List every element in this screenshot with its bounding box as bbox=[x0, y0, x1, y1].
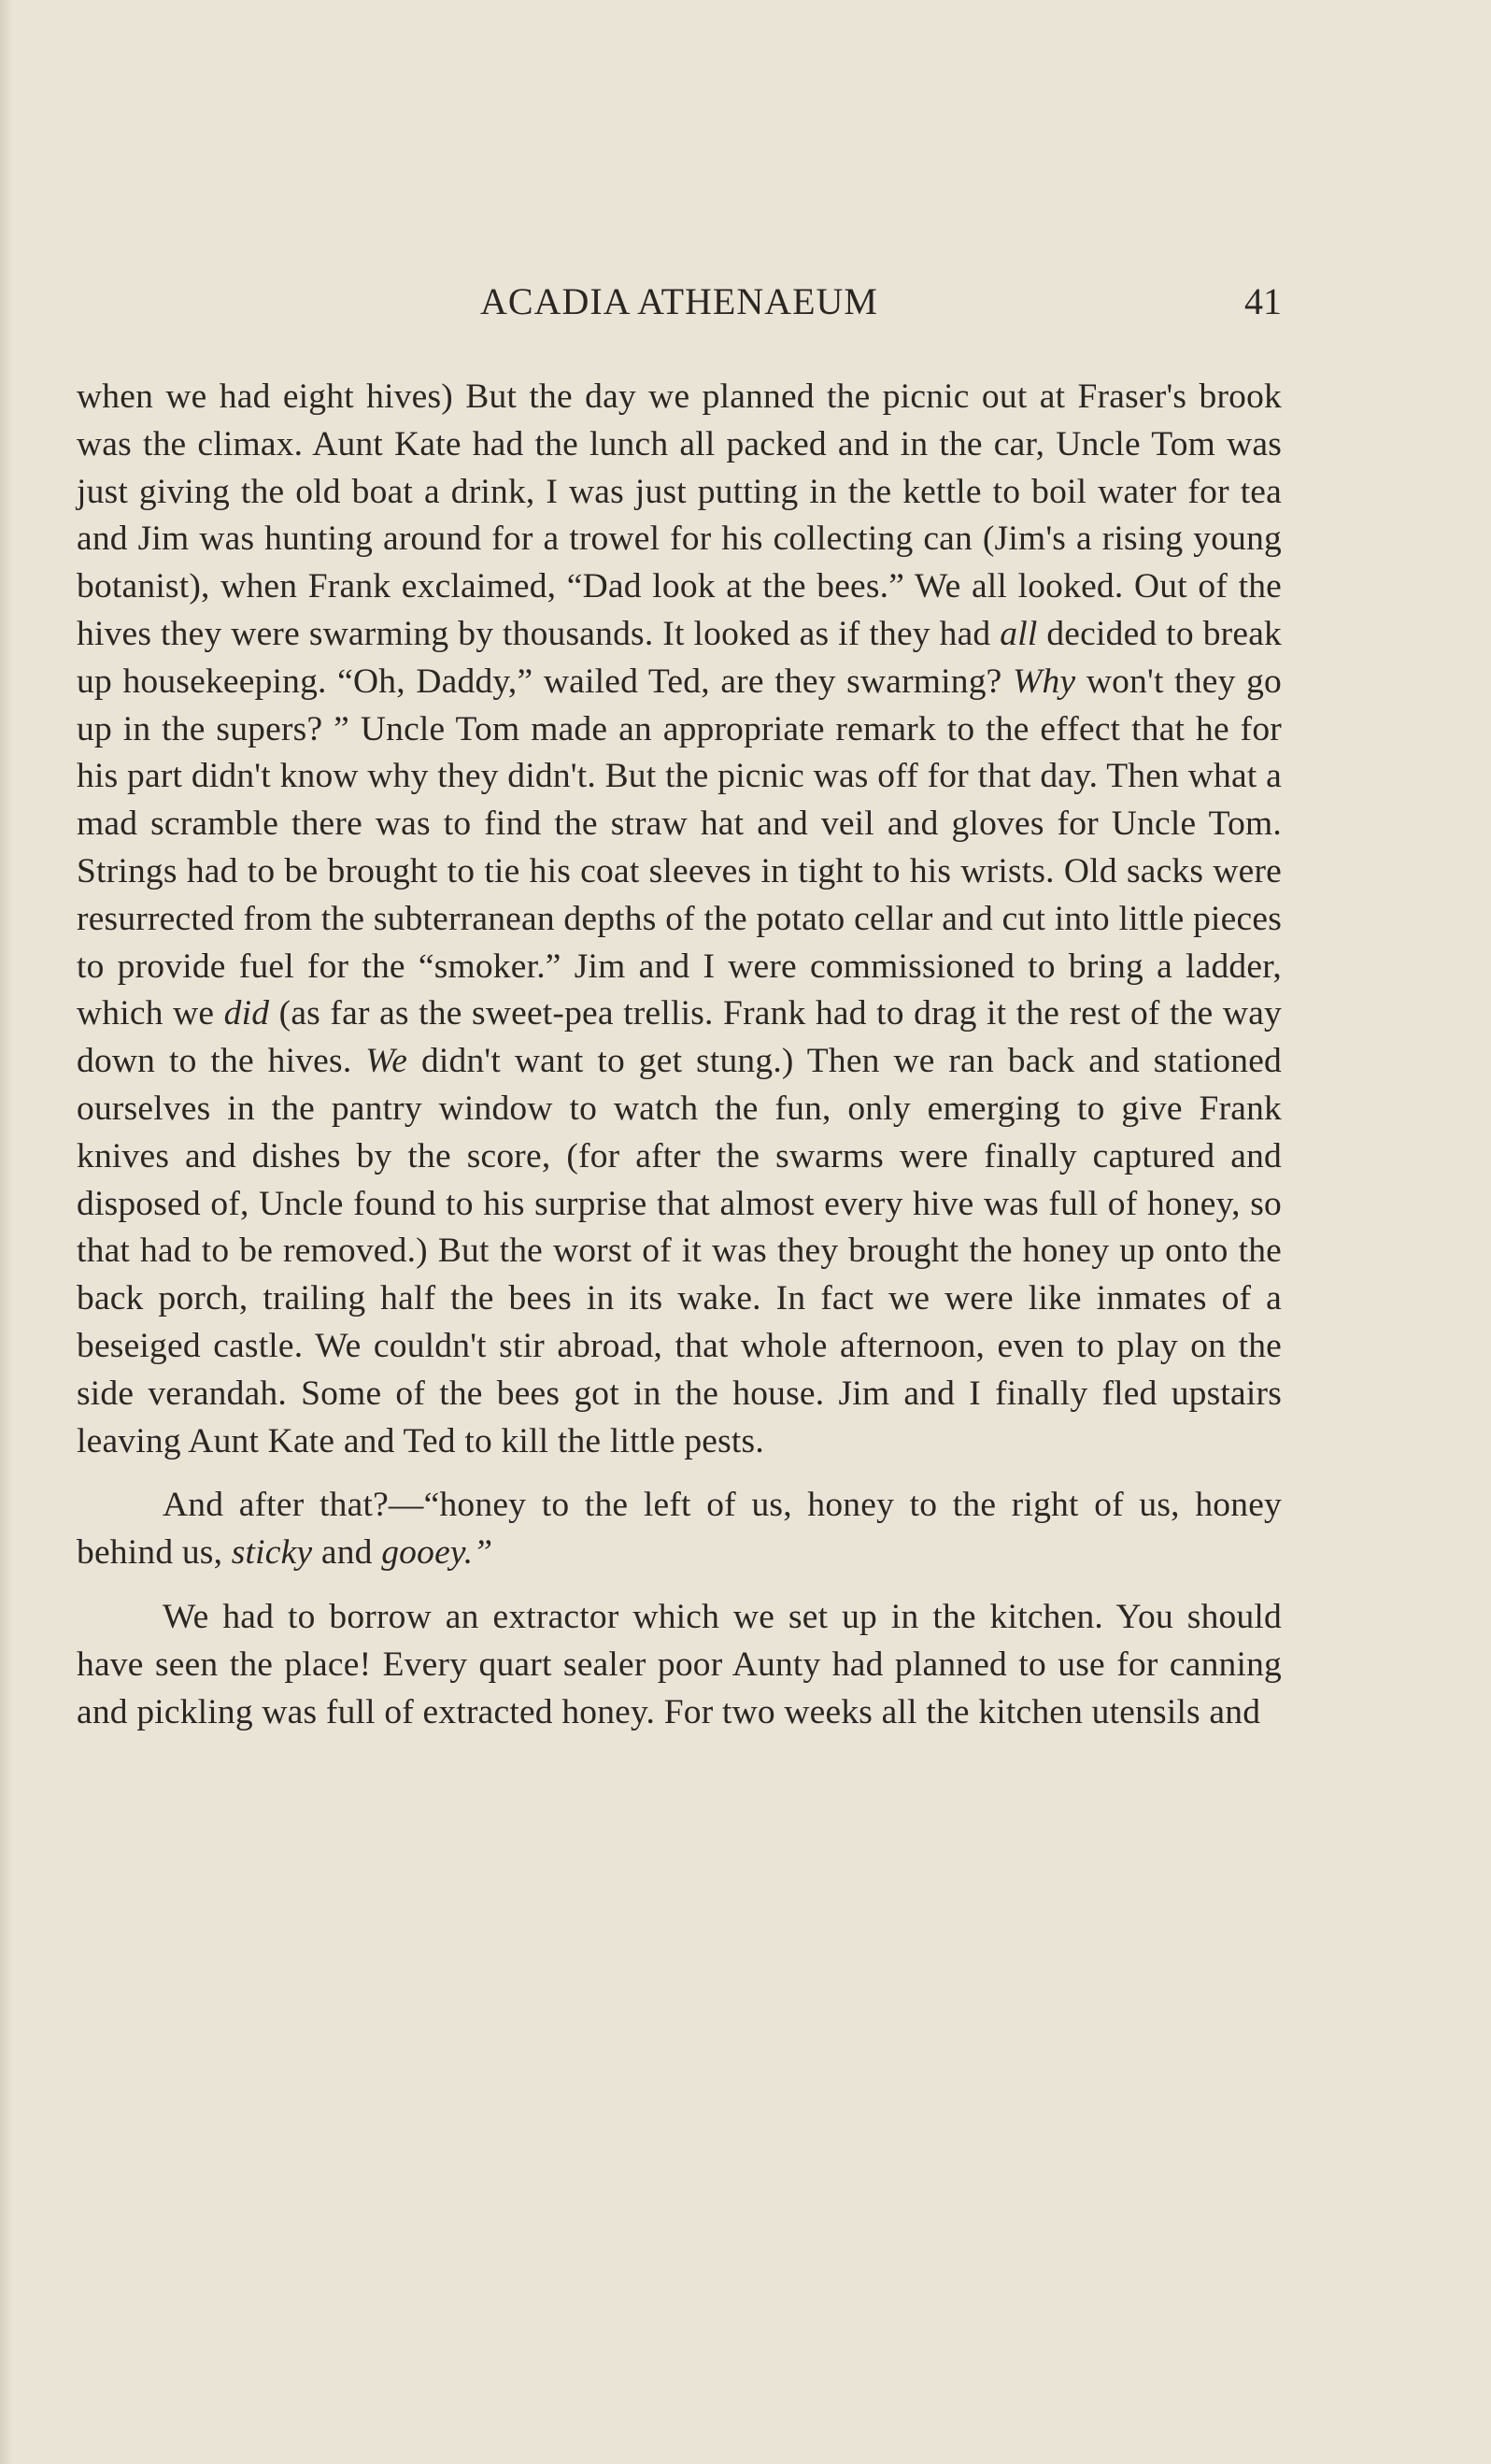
paragraph-1-text-a: when we had eight hives) But the day we planned the picnic out at Fraser's brook was the climax. Aunt Kate had the lunch all packed and in the car, Uncle Tom was just giving the old boat a drink, I was just putting in the kettle to boil water for tea and Jim was hunting around for a trowel for his collecting can (Jim's a rising young botanist), when Frank exclaimed, “Dad look at the bees.” We all looked. Out of the hives they were swarming by thousands. It looked as if they had bbox=[77, 377, 1282, 653]
running-title: ACADIA ATHENAEUM bbox=[480, 280, 878, 322]
paragraph-2-italic-gooey: gooey.” bbox=[381, 1533, 493, 1573]
paragraph-3-text-a: We had to borrow an extractor which we set up in the kitchen. You should have seen the place! Every quart sealer poor Aunty had planned to use for canning and pickling was full of extracted honey. For two weeks all the kitchen utensils and bbox=[77, 1597, 1282, 1731]
paragraph-1-italic-all: all bbox=[1000, 614, 1038, 653]
paragraph-2-text-a: And after that?—“honey to the left of us, honey to the right of us, honey behind us, bbox=[77, 1486, 1282, 1573]
paragraph-1 bbox=[77, 374, 1282, 1465]
running-header bbox=[77, 276, 1282, 328]
paragraph-1-text-g: (as far as the sweet-pea trellis. Frank had to drag it the rest of the way down to the hives. bbox=[77, 994, 1282, 1081]
paragraph-1-italic-why: Why bbox=[1013, 662, 1076, 701]
page-number: 41 bbox=[1244, 280, 1282, 322]
paragraph-1-italic-did: did bbox=[223, 994, 270, 1033]
paragraph-1-text-i: didn't want to get stung.) Then we ran back and stationed ourselves in the pantry window to watch the fun, only emerging to give Frank knives and dishes by the score, (for after the swarms were finally captured and disposed of, Uncle found to his surprise that almost every hive was full of honey, so that had to be removed.) But the worst of it was they brought the honey up onto the back porch, trailing half the bees in its wake. In fact we were like inmates of a beseiged castle. We couldn't stir abroad, that whole afternoon, even to play on the side verandah. Some of the bees got in the house. Jim and I finally fled upstairs leaving Aunt Kate and Ted to kill the little pests. bbox=[77, 1042, 1282, 1460]
paragraph-1-italic-we: We bbox=[365, 1042, 408, 1081]
paragraph-2-text-c: and bbox=[312, 1533, 382, 1573]
page-edge-shadow bbox=[0, 0, 13, 2464]
paragraph-2 bbox=[77, 1482, 1282, 1577]
article-body bbox=[77, 374, 1282, 1753]
paragraph-3 bbox=[77, 1594, 1282, 1736]
paragraph-1-text-c: decided to break up housekeeping. “Oh, Daddy,” wailed Ted, are they swarming? bbox=[77, 614, 1282, 701]
paragraph-2-italic-sticky: sticky bbox=[231, 1533, 313, 1573]
paragraph-1-text-e: won't they go up in the supers? ” Uncle Tom made an appropriate remark to the effect that he for his part didn't know why they didn't. But the picnic was off for that day. Then what a mad scramble there was to find the straw hat and veil and gloves for Uncle Tom. Strings had to be brought to tie his coat sleeves in tight to his wrists. Old sacks were resurrected from the subterranean depths of the potato cellar and cut into little pieces to provide fuel for the “smoker.” Jim and I were commissioned to bring a ladder, which we bbox=[77, 662, 1282, 1033]
